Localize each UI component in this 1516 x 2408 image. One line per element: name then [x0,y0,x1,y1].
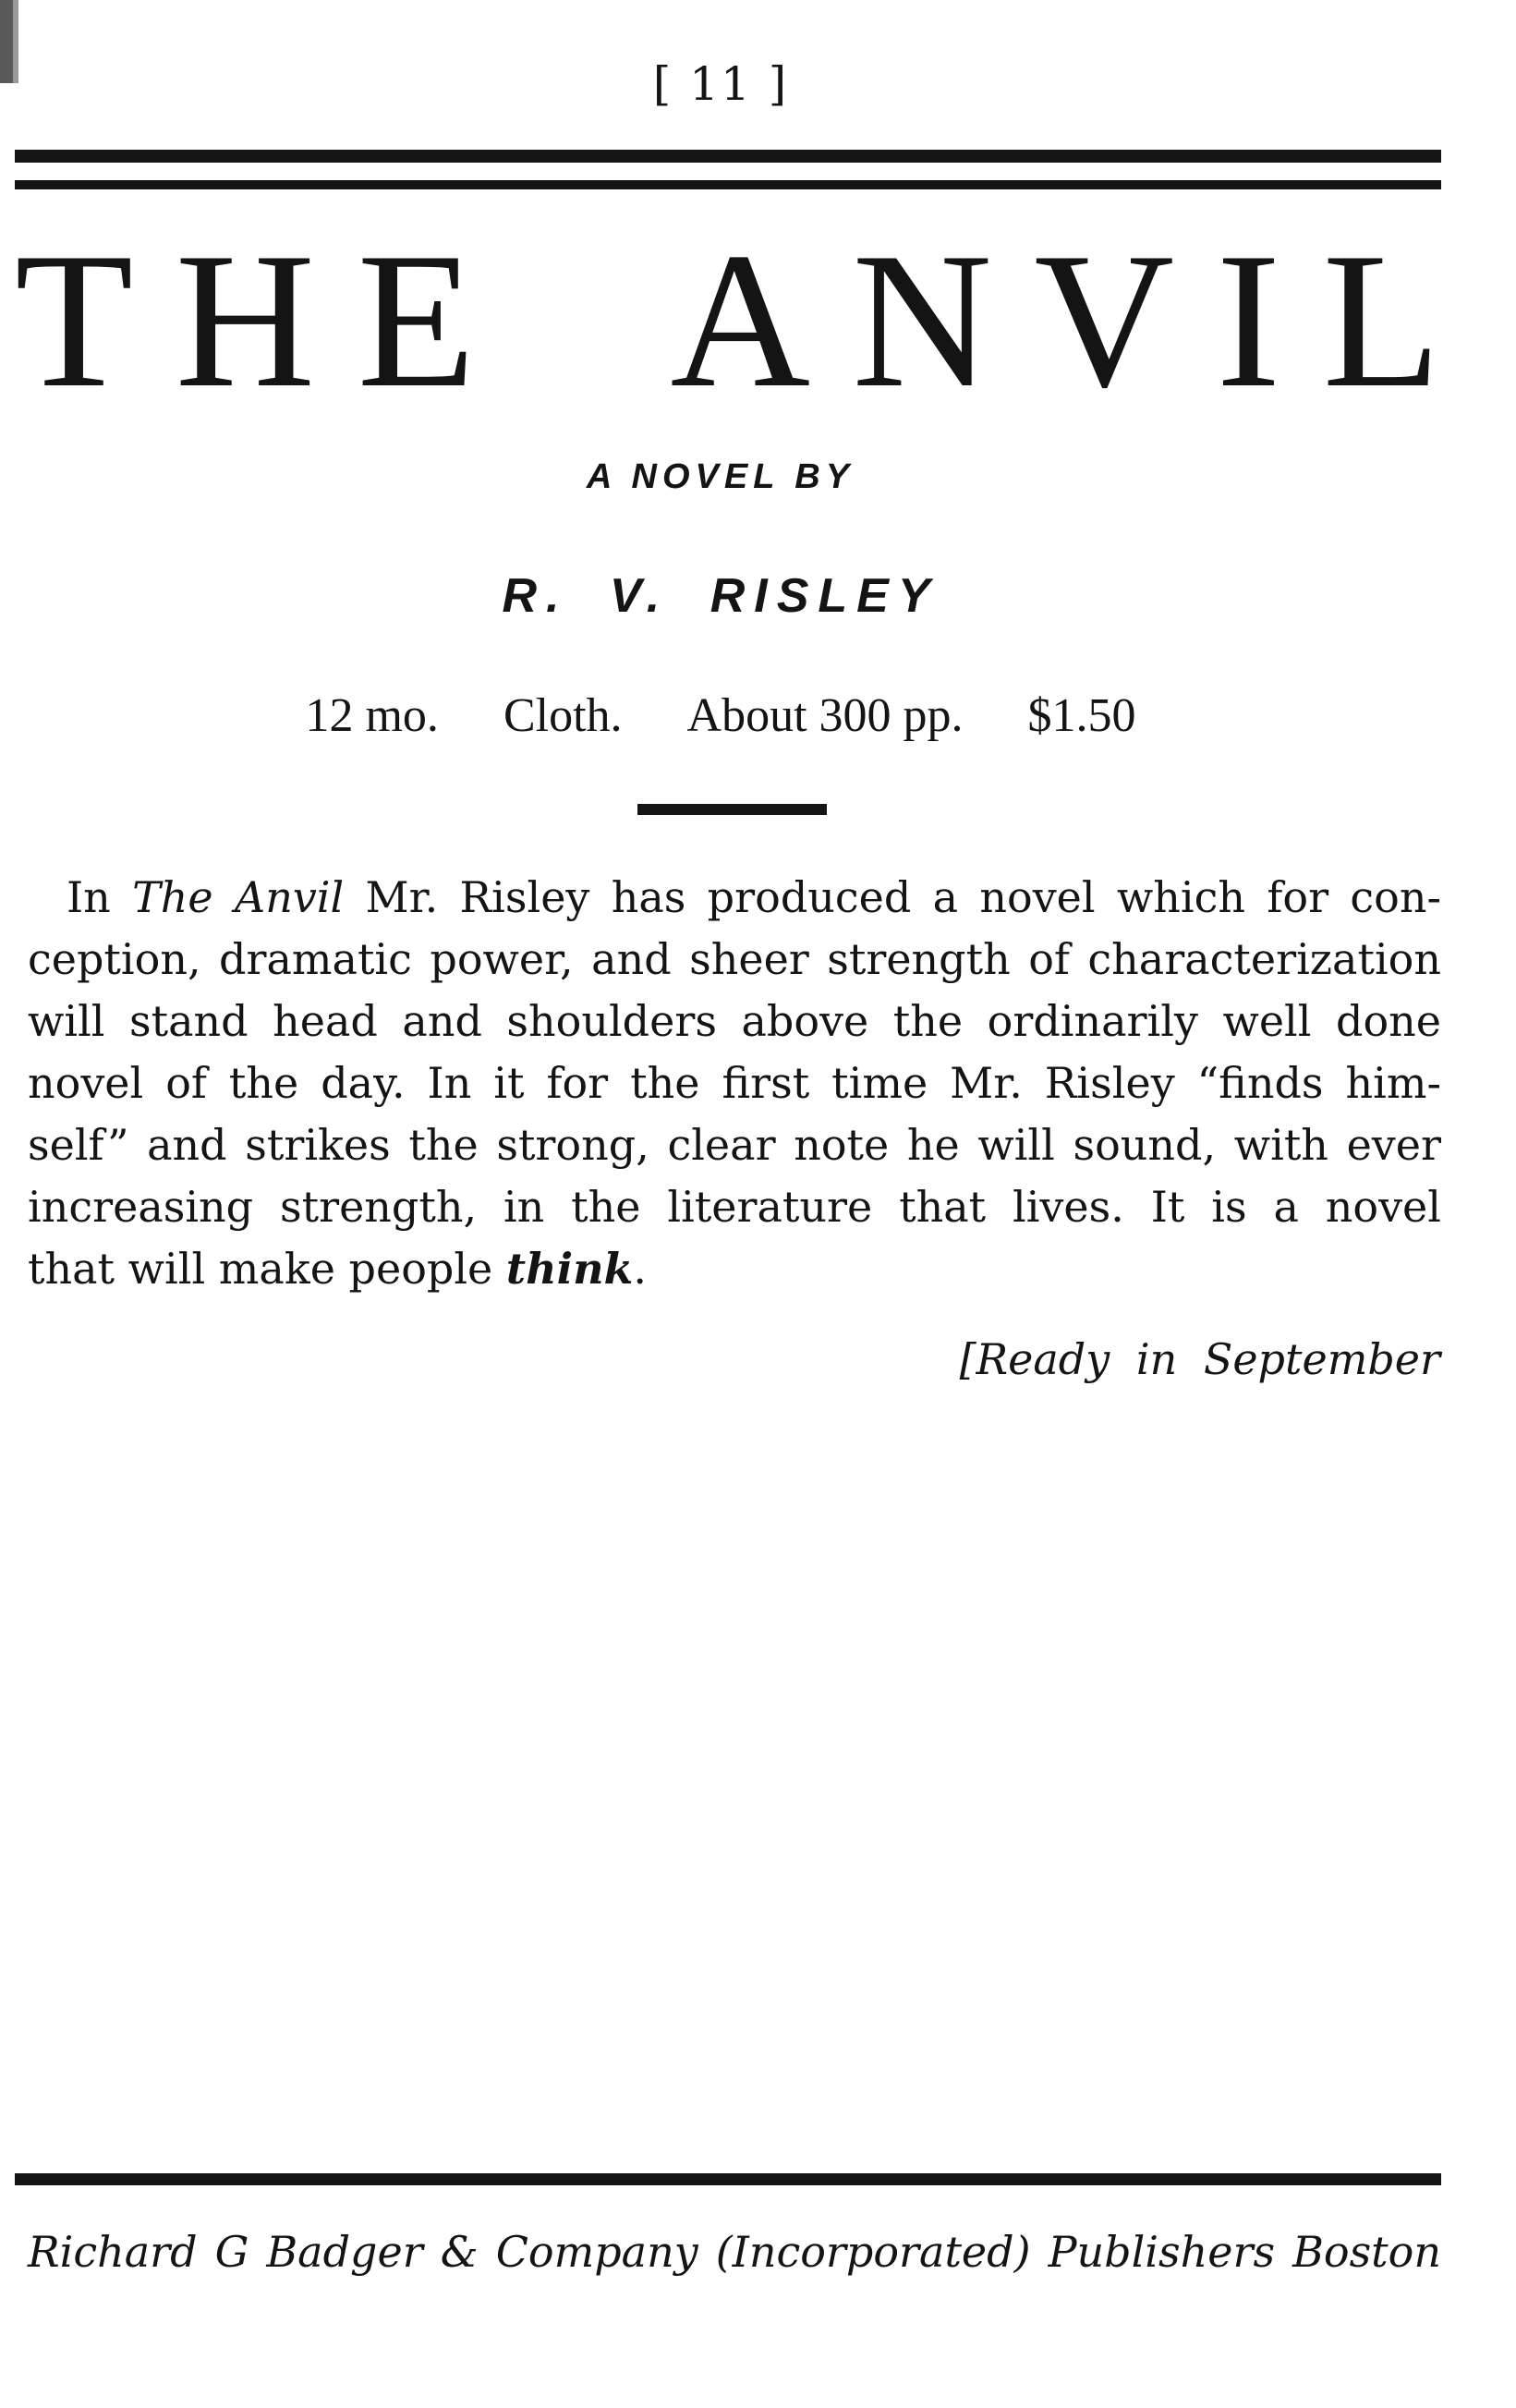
blurb-line: that will make people think. [28,1244,648,1294]
publisher-imprint: Richard G Badger & Company (Incorporated) Publishers Boston [28,2227,1441,2277]
top-double-rule-lower [15,180,1441,189]
title-letter: T [15,213,134,428]
availability-note: [Ready in September [959,1334,1440,1384]
title-letter: I [1216,213,1281,428]
blurb-line: novel of the day. In it for the first time Mr. Risley “finds him- [28,1058,1441,1108]
top-double-rule-upper [15,150,1441,163]
blurb-paragraph [28,867,1441,1300]
blurb-line: self” and strikes the strong, clear note he will sound, with ever [28,1120,1441,1170]
emphasis-italic: think [505,1244,634,1294]
title-letter: V [1034,213,1175,428]
detail-format: 12 mo. [305,689,439,742]
blurb-line: increasing strength, in the literature that lives. It is a novel [28,1182,1441,1232]
detail-binding: Cloth. [503,689,623,742]
blurb-line: ception, dramatic power, and sheer strength of characterization [28,934,1441,984]
book-title [15,213,1441,428]
detail-price: $1.50 [1027,689,1136,742]
blurb-line: will stand head and shoulders above the ordinarily well done [28,996,1441,1046]
book-details [0,688,1441,743]
title-letter: H [175,213,316,428]
page-number: [ 11 ] [652,57,789,111]
title-letter: E [357,213,476,428]
title-letter: A [670,213,811,428]
title-italic: The Anvil [132,872,345,922]
bottom-rule [15,2173,1441,2185]
section-divider [637,804,827,815]
blurb-line: In The Anvil Mr. Risley has produced a novel which for con- [67,872,1441,922]
byline: A NOVEL BY [586,457,855,496]
title-letter: L [1322,213,1441,428]
author-name: R. V. RISLEY [502,569,940,623]
detail-pages: About 300 pp. [686,689,964,742]
title-letter: N [852,213,993,428]
